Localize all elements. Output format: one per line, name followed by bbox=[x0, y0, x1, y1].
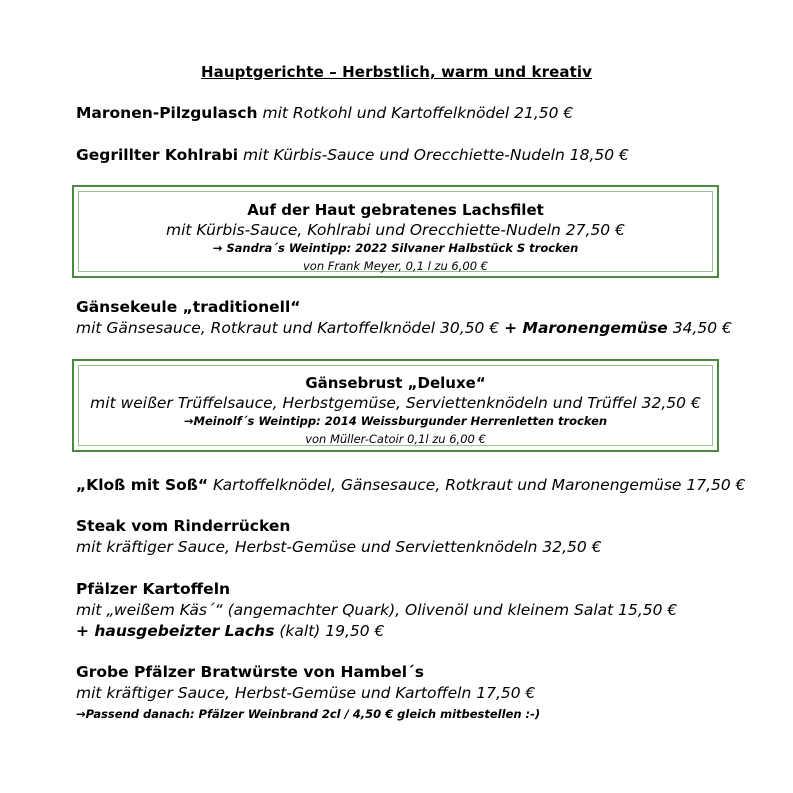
dish-description: mit kräftiger Sauce, Herbst-Gemüse und Kartoffeln 17,50 € bbox=[76, 684, 536, 702]
featured-dish-description: mit weißer Trüffelsauce, Herbstgemüse, Serviettenknödeln und Trüffel 32,50 € bbox=[90, 394, 701, 412]
dish-description: mit Rotkohl und Kartoffelknödel 21,50 € bbox=[257, 104, 574, 122]
dish-gaensekeule bbox=[76, 297, 756, 339]
dish-name: Pfälzer Kartoffeln bbox=[76, 580, 231, 598]
featured-dish-description: mit Kürbis-Sauce, Kohlrabi und Orecchiette-Nudeln 27,50 € bbox=[166, 221, 625, 239]
dish-extra-description: (kalt) 19,50 € bbox=[274, 622, 385, 640]
wine-tip: → Sandra´s Weintipp: 2022 Silvaner Halbstück S trocken bbox=[212, 241, 579, 255]
dish-description: mit Gänsesauce, Rotkraut und Kartoffelknödel 30,50 € bbox=[76, 319, 505, 337]
page-title: Hauptgerichte – Herbstlich, warm und kreativ bbox=[200, 63, 592, 81]
dish-pfaelzer-kartoffeln bbox=[76, 579, 756, 642]
dish-name: Maronen-Pilzgulasch bbox=[76, 104, 258, 122]
dish-description: mit Kürbis-Sauce und Orecchiette-Nudeln 18,50 € bbox=[238, 146, 629, 164]
featured-box-inner bbox=[78, 365, 713, 446]
wine-tip-detail: von Müller-Catoir 0,1l zu 6,00 € bbox=[305, 432, 486, 446]
dish-extra-price: 34,50 € bbox=[667, 319, 732, 337]
dish-name: Gegrillter Kohlrabi bbox=[76, 146, 239, 164]
dish-bratwuerste bbox=[76, 662, 756, 725]
dish-kloss-mit-soss bbox=[76, 475, 756, 496]
featured-box-lachsfilet bbox=[72, 185, 719, 278]
wine-tip-detail: von Frank Meyer, 0,1 l zu 6,00 € bbox=[303, 259, 488, 273]
dish-name: Gänsekeule „traditionell“ bbox=[76, 298, 301, 316]
featured-dish-name: Gänsebrust „Deluxe“ bbox=[305, 374, 486, 392]
dish-extra: + hausgebeizter Lachs bbox=[76, 622, 275, 640]
featured-box-inner bbox=[78, 191, 713, 272]
dish-gegrillter-kohlrabi bbox=[76, 145, 756, 166]
dish-maronen-pilzgulasch bbox=[76, 103, 756, 124]
featured-box-gaensebrust bbox=[72, 359, 719, 452]
featured-dish-name: Auf der Haut gebratenes Lachsfilet bbox=[247, 201, 544, 219]
dish-description: mit „weißem Käs´“ (angemachter Quark), Olivenöl und kleinem Salat 15,50 € bbox=[76, 601, 678, 619]
dish-note: →Passend danach: Pfälzer Weinbrand 2cl / 4,50 € gleich mitbestellen :-) bbox=[76, 707, 541, 721]
dish-extra: + Maronengemüse bbox=[504, 319, 668, 337]
dish-name: „Kloß mit Soß“ bbox=[76, 476, 209, 494]
dish-description: Kartoffelknödel, Gänsesauce, Rotkraut und Maronengemüse 17,50 € bbox=[208, 476, 746, 494]
dish-steak-rinderruecken bbox=[76, 516, 756, 558]
dish-name: Steak vom Rinderrücken bbox=[76, 517, 291, 535]
dish-description: mit kräftiger Sauce, Herbst-Gemüse und Serviettenknödeln 32,50 € bbox=[76, 538, 602, 556]
dish-name: Grobe Pfälzer Bratwürste von Hambel´s bbox=[76, 663, 425, 681]
wine-tip: →Meinolf´s Weintipp: 2014 Weissburgunder Herrenletten trocken bbox=[183, 414, 608, 428]
